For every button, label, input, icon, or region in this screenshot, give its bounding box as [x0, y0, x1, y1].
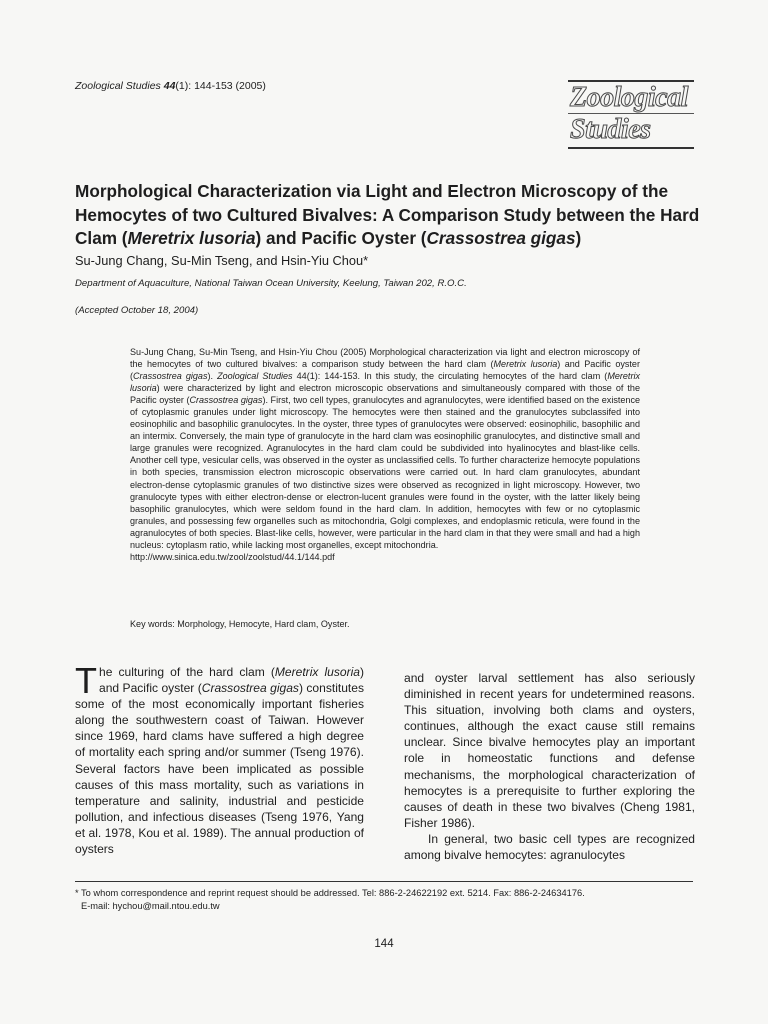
- abstract-url[interactable]: http://www.sinica.edu.tw/zool/zoolstud/44.1/144.pdf: [130, 551, 335, 562]
- title-species-oyster: Crassostrea gigas: [426, 228, 576, 248]
- accepted-date: (Accepted October 18, 2004): [75, 305, 199, 316]
- abstract-species: Crassostrea gigas: [133, 371, 208, 382]
- title-text: ): [575, 228, 582, 248]
- footnote-email: E-mail: hychou@mail.ntou.edu.tw: [81, 901, 220, 911]
- abstract-species: Meretrix lusoria: [130, 371, 640, 394]
- logo-text-line2: Studies: [570, 114, 651, 145]
- title-species-clam: Meretrix lusoria: [127, 228, 256, 248]
- authors: Su-Jung Chang, Su-Min Tseng, and Hsin-Yiu Chou*: [75, 253, 369, 268]
- affiliation: Department of Aquaculture, National Taiwan Ocean University, Keelung, Taiwan 202, R.O.C.: [75, 278, 467, 289]
- abstract-journal: Zoological Studies: [217, 371, 293, 382]
- abstract: [130, 346, 640, 563]
- body-column-right: [404, 670, 695, 863]
- footnote: [75, 887, 700, 913]
- abstract-text: Su-Jung Chang, Su-Min Tseng, and Hsin-Yiu Chou (2005) Morphological characterization via light and electron microscopy of the hemocytes of two cultured bivalves: a comparison study between the hard clam (: [130, 347, 640, 370]
- keywords: Key words: Morphology, Hemocyte, Hard clam, Oyster.: [130, 619, 350, 629]
- page-number: 144: [374, 938, 394, 950]
- journal-name: Zoological Studies: [75, 80, 161, 92]
- body-text: ) and Pacific oyster (: [99, 665, 364, 696]
- body-text: he culturing of the hard clam (: [99, 665, 275, 679]
- footnote-divider: [75, 881, 693, 882]
- logo-rule-bottom: [568, 147, 694, 149]
- body-column-left: [75, 660, 364, 857]
- journal-volume: 44: [163, 80, 176, 92]
- journal-citation: [75, 80, 266, 92]
- abstract-text: ).: [207, 371, 218, 382]
- footnote-correspondence: * To whom correspondence and reprint request should be addressed. Tel: 886-2-24622192 ext. 5214. Fax: 886-2-24634176.: [75, 888, 585, 898]
- body-species: Meretrix lusoria: [274, 665, 360, 679]
- abstract-text: ) were characterized by light and electron microscopic observations and simultaneously compared with those of the Pacific oyster (: [130, 383, 640, 406]
- body-text: and oyster larval settlement has also seriously diminished in recent years for undetermined reasons. This situation, involving both clams and oysters, continues, although the exact cause still remains unclear. Since bivalve hemocytes play an important role in homeostatic functions and defense mechanisms, the morphological characterization of hemocytes is a prerequisite to further exploring the causes of death in these two bivalves (Cheng 1981, Fisher 1986).: [404, 671, 695, 830]
- abstract-text: ) and Pacific oyster (: [130, 359, 640, 382]
- abstract-text: 44(1): 144-153. In this study, the circulating hemocytes of the hard clam (: [292, 371, 608, 382]
- abstract-text: ). First, two cell types, granulocytes and agranulocytes, were identified based on the existence of cytoplasmic granules under light microscopy. The hemocytes were then stained and the granulocytes subclassifed into eosinophilic and basophilic granulocytes. In the oyster, three types of granulocytes were observed: eosinophilic, basophilic and an intermix. Conversely, the main type of granulocyte in the hard clam was eosinophilic granulocytes, and distinctive small and large granules were recognized. Agranulocytes in the hard clam could be subdivided into hyalinocytes and blast-like cells. Another cell type, vesicular cells, was observed in the oyster as unclassified cells. To further characterize hemocyte populations in both species, transmission electron microscopic observations were carried out. In hard clam granulocytes, abundant electron-dense cytoplasmic granules of two distinctive sizes were observed as recognized in light microscopy. However, two granulocyte types with either electron-dense or electron-lucent granules were found in the oyster, with the latter likely being basophilic granulocytes, which were seldom found in the hard clam. In addition, hemocytes with few or no cytoplasmic granules, and possessing few organelles such as mitochondria, Golgi complexes, and endoplasmic reticula, were found in the agranulocytes of both species. Blast-like cells, however, were particular in the hard clam in that they were small and had a high nucleus: cytoplasm ratio, while lacking most organelles, except mitochondria.: [130, 395, 640, 550]
- logo-text-line1: Zoological: [570, 82, 688, 113]
- title-text: Morphological Characterization via Light and Electron Microscopy of the Hemocytes of two Cultured Bivalves: A Comparison Study between the Hard Clam (: [75, 181, 700, 248]
- title-text: ) and Pacific Oyster (: [255, 228, 427, 248]
- body-text: In general, two basic cell types are recognized among bivalve hemocytes: agranulocytes: [404, 831, 695, 863]
- journal-logo: [568, 80, 694, 150]
- body-species: Crassostrea gigas: [201, 681, 299, 696]
- drop-cap: T: [75, 660, 97, 701]
- abstract-species: Crassostrea gigas: [189, 395, 263, 406]
- abstract-species: Meretrix lusoria: [493, 359, 558, 370]
- paper-title: [75, 180, 700, 251]
- journal-issue-pages: (1): 144-153 (2005): [175, 80, 266, 92]
- body-text: ) constitutes some of the most economically important fisheries along the southwestern coast of Taiwan. However since 1969, hard clams have suffered a high degree of mortality each spring and/or summer (Tseng 1976). Several factors have been implicated as possible causes of this mass mortality, such as variations in temperature and salinity, industrial and pesticide pollution, and infectious diseases (Tseng 1976, Yang et al. 1978, Kou et al. 1989). The annual production of oysters: [75, 681, 364, 857]
